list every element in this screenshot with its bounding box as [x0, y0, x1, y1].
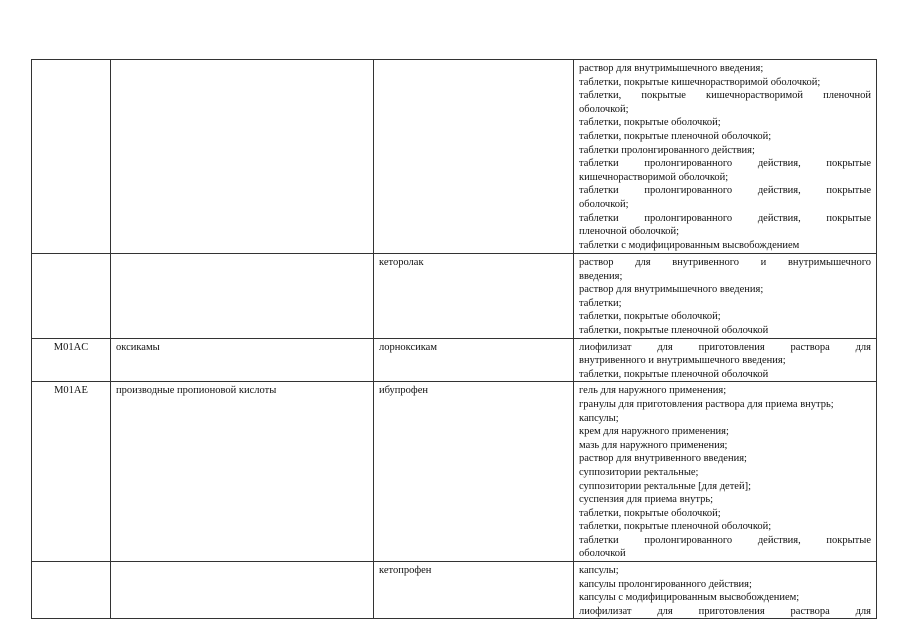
dosage-form-line: лиофилизат для приготовления раствора для — [579, 605, 871, 617]
atc-code-cell: M01AC — [32, 338, 111, 382]
dosage-form-line: капсулы; — [579, 565, 619, 577]
dosage-form-line: оболочкой; — [579, 103, 629, 115]
drug-name-cell: кеторолак — [374, 254, 574, 339]
dosage-form-line: таблетки; — [579, 297, 622, 309]
dosage-form-line: таблетки с модифицированным высвобождением — [579, 239, 800, 251]
dosage-form-line: оболочкой; — [579, 198, 629, 210]
dosage-form-line: раствор для внутримышечного введения; — [579, 63, 764, 74]
dosage-form-line: таблетки, покрытые кишечнорастворимой пленочной — [579, 90, 871, 102]
dosage-form-line: таблетки, покрытые кишечнорастворимой оболочкой; — [579, 76, 821, 88]
dosage-form-line: суспензия для приема внутрь; — [579, 494, 714, 506]
dosage-forms-cell — [574, 382, 877, 562]
dosage-form-line: капсулы с модифицированным высвобождением; — [579, 592, 800, 604]
dosage-forms-cell — [574, 562, 877, 619]
dosage-form-line: оболочкой — [579, 548, 626, 560]
dosage-form-line: введения; — [579, 270, 623, 282]
group-cell — [111, 562, 374, 619]
drug-name-cell — [374, 60, 574, 254]
group-cell — [111, 254, 374, 339]
table-row — [32, 338, 877, 382]
dosage-form-line: таблетки пролонгированного действия, покрытые — [579, 158, 871, 170]
dosage-form-line: таблетки пролонгированного действия, покрытые — [579, 212, 871, 224]
dosage-form-line: гель для наружного применения; — [579, 385, 727, 397]
dosage-form-line: суппозитории ректальные [для детей]; — [579, 480, 751, 492]
dosage-form-line: раствор для внутримышечного введения; — [579, 284, 764, 296]
dosage-form-line: таблетки, покрытые пленочной оболочкой — [579, 324, 769, 336]
dosage-form-line: внутривенного и внутримышечного введения; — [579, 355, 786, 367]
dosage-form-line: лиофилизат для приготовления раствора для — [579, 341, 871, 353]
dosage-forms-cell — [574, 60, 877, 254]
dosage-form-line: капсулы пролонгированного действия; — [579, 578, 752, 590]
dosage-forms-cell — [574, 254, 877, 339]
atc-code-cell: M01AE — [32, 382, 111, 562]
dosage-form-line: гранулы для приготовления раствора для приема внутрь; — [579, 398, 834, 410]
dosage-form-line: таблетки, покрытые пленочной оболочкой — [579, 368, 769, 380]
atc-code-cell — [32, 562, 111, 619]
table-row — [32, 382, 877, 562]
group-cell: оксикамы — [111, 338, 374, 382]
dosage-form-line: таблетки пролонгированного действия, покрытые — [579, 534, 871, 546]
dosage-form-line: пленочной оболочкой; — [579, 226, 680, 238]
dosage-form-line: таблетки, покрытые пленочной оболочкой; — [579, 130, 772, 142]
dosage-forms-cell — [574, 338, 877, 382]
dosage-form-line: капсулы; — [579, 412, 619, 424]
drug-name-cell: кетопрофен — [374, 562, 574, 619]
dosage-form-line: раствор для внутривенного введения; — [579, 453, 747, 465]
table-row — [32, 254, 877, 339]
atc-code-cell — [32, 254, 111, 339]
dosage-form-line: таблетки, покрытые оболочкой; — [579, 311, 721, 323]
drug-name-cell: лорноксикам — [374, 338, 574, 382]
dosage-form-line: мазь для наружного применения; — [579, 439, 728, 451]
table-row — [32, 60, 877, 254]
group-cell — [111, 60, 374, 254]
dosage-form-line: таблетки пролонгированного действия, покрытые — [579, 185, 871, 197]
dosage-form-line: таблетки, покрытые пленочной оболочкой; — [579, 521, 772, 533]
dosage-form-line: суппозитории ректальные; — [579, 466, 699, 478]
atc-code-cell — [32, 60, 111, 254]
group-cell: производные пропионовой кислоты — [111, 382, 374, 562]
dosage-form-line: таблетки, покрытые оболочкой; — [579, 507, 721, 519]
dosage-form-line: таблетки, покрытые оболочкой; — [579, 117, 721, 129]
table-row — [32, 562, 877, 619]
drug-name-cell: ибупрофен — [374, 382, 574, 562]
dosage-form-line: крем для наружного применения; — [579, 426, 729, 438]
drug-table — [31, 59, 877, 619]
dosage-form-line: кишечнорастворимой оболочкой; — [579, 171, 729, 183]
dosage-form-line: раствор для внутривенного и внутримышечного — [579, 257, 871, 268]
dosage-form-line: таблетки пролонгированного действия; — [579, 144, 755, 156]
